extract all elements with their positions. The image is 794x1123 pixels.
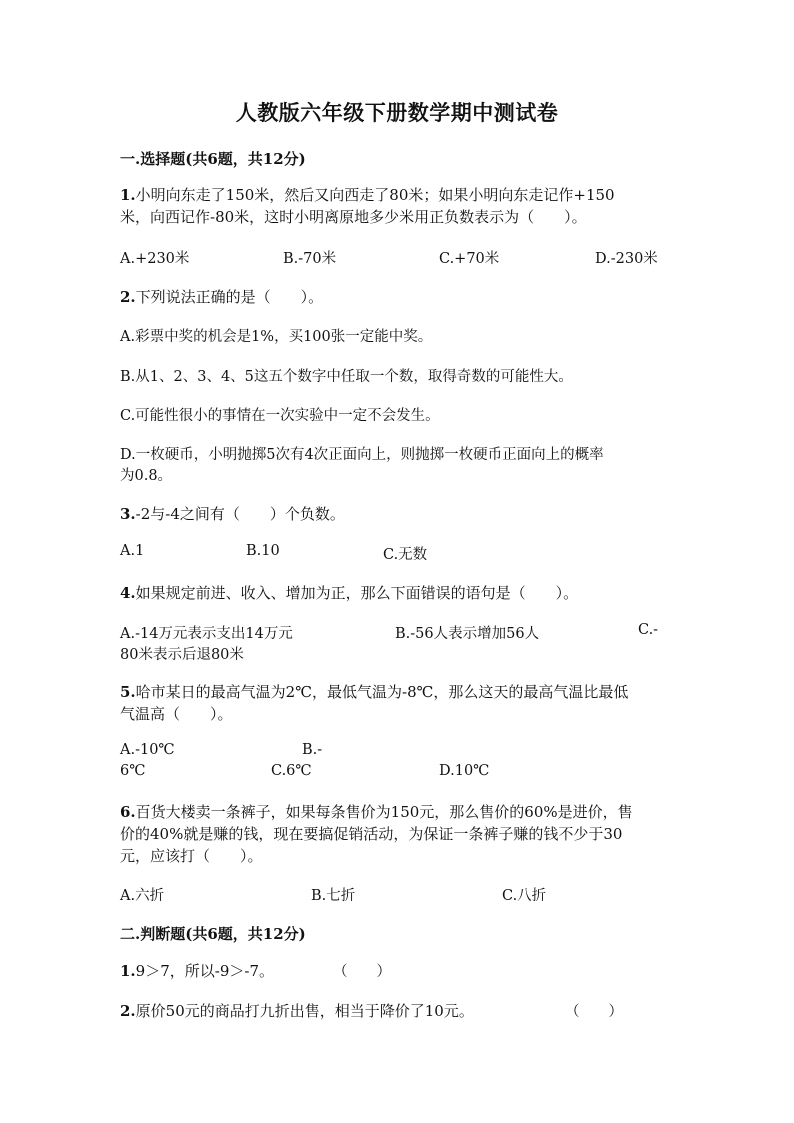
option-b: B.- — [302, 742, 323, 758]
question-number: 4. — [120, 584, 136, 602]
question-2 — [120, 286, 680, 308]
question-6 — [120, 801, 680, 867]
option-d: D.-230米 — [595, 251, 658, 267]
question-number: 1. — [120, 962, 136, 980]
option-b: B.七折 — [311, 888, 356, 904]
question-4 — [120, 582, 680, 604]
question-text-line: 9＞7，所以-9＞-7。 — [135, 962, 274, 980]
option-c: C.6℃ — [271, 763, 312, 779]
option-c: C.+70米 — [439, 251, 500, 267]
option-c: C.可能性很小的事情在一次实验中一定不会发生。 — [120, 408, 440, 424]
section-heading-judgement: 二.判断题(共6题，共12分) — [120, 925, 306, 943]
option-a: A.+230米 — [120, 251, 190, 267]
option-c: C.八折 — [502, 888, 547, 904]
question-3 — [120, 503, 680, 525]
question-1 — [120, 184, 680, 228]
question-number: 2. — [120, 1002, 136, 1020]
question-text-line: 原价50元的商品打九折出售，相当于降价了10元。 — [135, 1002, 474, 1020]
question-text-line: 如果规定前进、收入、增加为正，那么下面错误的语句是（ ）。 — [135, 584, 579, 602]
question-number: 1. — [120, 186, 136, 204]
option-a: A.-10℃ — [120, 742, 175, 758]
option-c: C.无数 — [383, 547, 428, 563]
option-b: B.10 — [246, 543, 280, 559]
option-a: A.1 — [120, 543, 145, 559]
option-a: A.-14万元表示支出14万元 — [120, 626, 293, 642]
page-title: 人教版六年级下册数学期中测试卷 — [235, 100, 559, 125]
option-b: B.-70米 — [283, 251, 337, 267]
option-b-continued: 6℃ — [120, 763, 146, 779]
option-c: C.- — [638, 622, 659, 638]
question-text-line: 百货大楼卖一条裤子，如果每条售价为150元，那么售价的60%是进价，售 — [135, 803, 633, 821]
judgement-question-1 — [120, 960, 680, 982]
question-text-line: 米，向西记作-80米，这时小明离原地多少米用正负数表示为（ ）。 — [120, 208, 587, 226]
question-text-line: 元，应该打（ ）。 — [120, 847, 263, 865]
option-a: A.彩票中奖的机会是1%，买100张一定能中奖。 — [120, 329, 433, 345]
question-number: 5. — [120, 683, 136, 701]
question-text-line: 下列说法正确的是（ ）。 — [135, 288, 324, 306]
question-number: 2. — [120, 288, 136, 306]
answer-parentheses: （ ） — [565, 1004, 623, 1020]
option-d-continued: 为0.8。 — [120, 468, 173, 484]
question-text-line: 气温高（ ）。 — [120, 705, 233, 723]
question-5 — [120, 681, 680, 725]
option-c-continued: 80米表示后退80米 — [120, 647, 244, 663]
option-b: B.-56人表示增加56人 — [395, 626, 540, 642]
option-b: B.从1、2、3、4、5这五个数字中任取一个数，取得奇数的可能性大。 — [120, 369, 573, 385]
question-text-line: -2与-4之间有（ ）个负数。 — [135, 505, 345, 523]
option-d: D.10℃ — [439, 763, 490, 779]
answer-parentheses: （ ） — [333, 964, 391, 980]
question-number: 6. — [120, 803, 136, 821]
section-heading-choice: 一.选择题(共6题，共12分) — [120, 150, 306, 168]
option-a: A.六折 — [120, 888, 165, 904]
question-number: 3. — [120, 505, 136, 523]
question-text-line: 小明向东走了150米，然后又向西走了80米；如果小明向东走记作+150 — [135, 186, 615, 204]
question-text-line: 价的40%就是赚的钱，现在要搞促销活动，为保证一条裤子赚的钱不少于30 — [120, 825, 623, 843]
question-text-line: 哈市某日的最高气温为2℃，最低气温为-8℃，那么这天的最高气温比最低 — [135, 683, 629, 701]
option-d: D.一枚硬币，小明抛掷5次有4次正面向上，则抛掷一枚硬币正面向上的概率 — [120, 447, 604, 463]
